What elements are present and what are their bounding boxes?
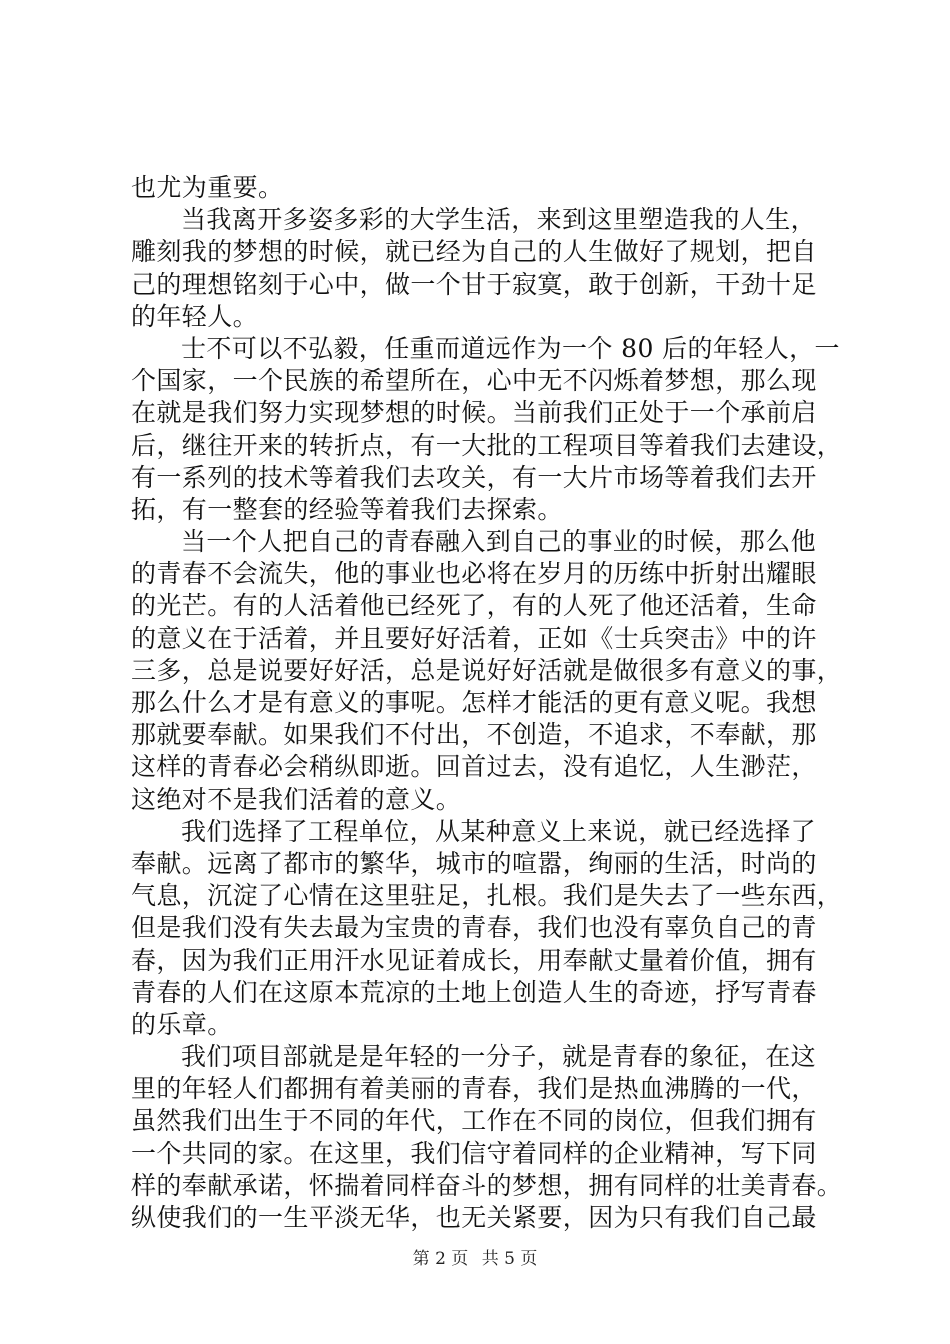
- page-total: 共 5 页: [481, 1249, 538, 1269]
- text-line: 那么什么才是有意义的事呢。怎样才能活的更有意义呢。我想: [131, 688, 817, 717]
- text-line: 的年轻人。: [131, 301, 259, 331]
- text-line: 的乐章。: [131, 1009, 233, 1039]
- text-line: 那就要奉献。如果我们不付出，不创造，不追求，不奉献，那: [131, 720, 817, 750]
- body-text: [131, 172, 843, 1234]
- text-line: 的青春不会流失，他的事业也必将在岁月的历练中折射出耀眼: [131, 559, 817, 589]
- text-line: 我们项目部就是是年轻的一分子，就是青春的象征，在这: [181, 1042, 817, 1072]
- text-line: 也尤为重要。: [131, 173, 284, 202]
- text-line: 拓，有一整套的经验等着我们去探索。: [131, 494, 563, 524]
- page-number: 第 2 页: [412, 1249, 469, 1269]
- text-line: 春，因为我们正用汗水见证着成长，用奉献丈量着价值，拥有: [131, 945, 817, 975]
- page-footer: [0, 1244, 950, 1269]
- text-line: 虽然我们出生于不同的年代，工作在不同的岗位，但我们拥有: [131, 1106, 817, 1136]
- text-line: 雕刻我的梦想的时候，就已经为自己的人生做好了规划，把自: [131, 237, 817, 267]
- text-line: 奉献。远离了都市的繁华，城市的喧嚣，绚丽的生活，时尚的: [131, 848, 817, 878]
- text-line: 气息，沉淀了心情在这里驻足，扎根。我们是失去了一些东西，: [131, 881, 843, 911]
- text-line: 士不可以不弘毅，任重而道远作为一个 80 后的年轻人，一: [181, 333, 840, 363]
- text-line: 青春的人们在这原本荒凉的土地上创造人生的奇迹，抒写青春: [131, 977, 817, 1007]
- text-line: 当一个人把自己的青春融入到自己的事业的时候，那么他: [181, 527, 817, 557]
- text-line: 这绝对不是我们活着的意义。: [131, 784, 462, 814]
- text-line: 这样的青春必会稍纵即逝。回首过去，没有追忆，人生渺茫，: [131, 752, 817, 782]
- text-line: 的意义在于活着，并且要好好活着，正如《士兵突击》中的许: [131, 623, 817, 653]
- text-line: 的光芒。有的人活着他已经死了，有的人死了他还活着，生命: [131, 591, 817, 621]
- text-line: 当我离开多姿多彩的大学生活，来到这里塑造我的人生，: [181, 205, 817, 235]
- text-line: 后，继往开来的转折点，有一大批的工程项目等着我们去建设，: [131, 430, 843, 460]
- text-line: 有一系列的技术等着我们去攻关，有一大片市场等着我们去开: [131, 462, 817, 492]
- text-line: 里的年轻人们都拥有着美丽的青春，我们是热血沸腾的一代，: [131, 1074, 817, 1104]
- text-line: 个国家，一个民族的希望所在，心中无不闪烁着梦想，那么现: [131, 366, 817, 396]
- text-line: 一个共同的家。在这里，我们信守着同样的企业精神，写下同: [131, 1138, 817, 1168]
- text-line: 样的奉献承诺，怀揣着同样奋斗的梦想，拥有同样的壮美青春。: [131, 1170, 843, 1200]
- text-line: 我们选择了工程单位，从某种意义上来说，就已经选择了: [181, 816, 817, 846]
- text-line: 在就是我们努力实现梦想的时候。当前我们正处于一个承前启: [131, 398, 817, 428]
- text-line: 己的理想铭刻于心中，做一个甘于寂寞，敢于创新，干劲十足: [131, 269, 817, 299]
- text-line: 纵使我们的一生平淡无华，也无关紧要，因为只有我们自己最: [131, 1203, 817, 1232]
- text-line: 但是我们没有失去最为宝贵的青春，我们也没有辜负自己的青: [131, 913, 817, 943]
- text-line: 三多，总是说要好好活，总是说好好活就是做很多有意义的事，: [131, 655, 843, 685]
